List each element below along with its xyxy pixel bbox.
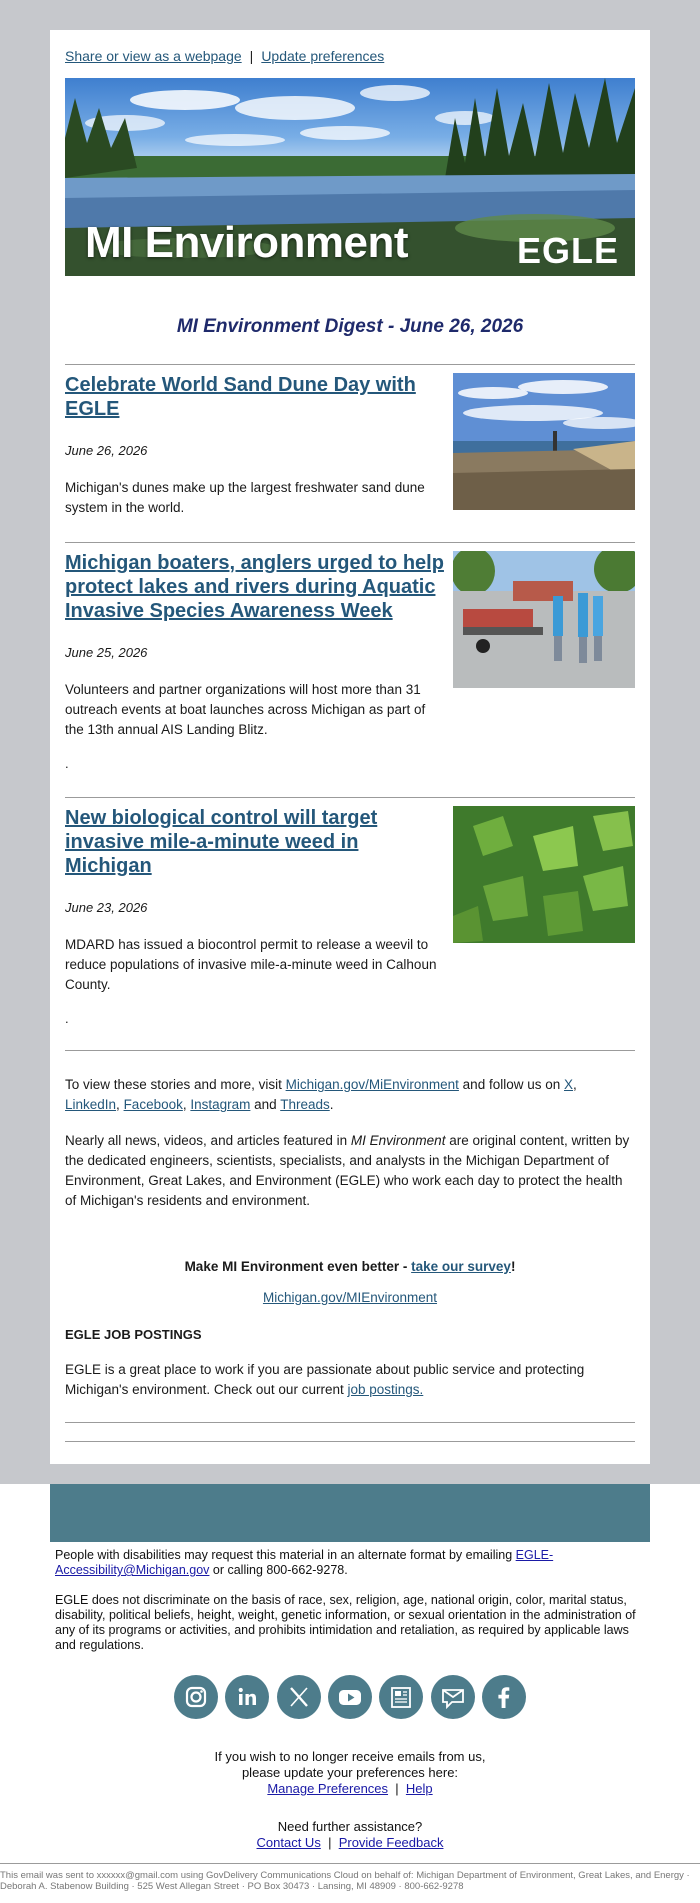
- follow-comma: ,: [116, 1097, 124, 1112]
- mienvironment-link[interactable]: Michigan.gov/MiEnvironment: [285, 1077, 459, 1092]
- story-text: [65, 806, 445, 1026]
- accessibility-email-link[interactable]: EGLE-Accessibility@Michigan.gov: [55, 1548, 554, 1577]
- mienvironment-site-link[interactable]: Michigan.gov/MIEnvironment: [262, 1290, 438, 1305]
- footer: [55, 1542, 645, 1851]
- jobs-paragraph: [65, 1360, 635, 1400]
- update-preferences-link[interactable]: Update preferences: [261, 48, 385, 64]
- newsletter-icon[interactable]: [379, 1675, 423, 1719]
- story-summary: Volunteers and partner organizations will host more than 31 outreach events at boat launches across Michigan as part of the 13th annual AIS Landing Blitz.: [65, 682, 426, 737]
- follow-end: .: [329, 1097, 334, 1112]
- about-publication-name: MI Environment: [350, 1133, 446, 1148]
- assistance-block: [55, 1819, 645, 1851]
- story-image-weed[interactable]: [453, 806, 635, 943]
- follow-and: and: [250, 1097, 281, 1112]
- survey-link[interactable]: take our survey: [411, 1259, 511, 1274]
- instagram-icon[interactable]: [174, 1675, 218, 1719]
- jobs-heading: EGLE JOB POSTINGS: [65, 1327, 202, 1342]
- accessibility-notice: [55, 1548, 645, 1578]
- story-title: [65, 806, 445, 878]
- follow-comma: ,: [573, 1077, 577, 1092]
- divider: [65, 1422, 635, 1423]
- follow-prefix: To view these stories and more, visit: [65, 1077, 286, 1092]
- threads-link[interactable]: Threads: [280, 1097, 330, 1112]
- survey-prefix: Make MI Environment even better -: [184, 1259, 412, 1274]
- assistance-links: [55, 1835, 645, 1851]
- contact-us-link[interactable]: Contact Us: [256, 1835, 321, 1850]
- facebook-icon[interactable]: [482, 1675, 526, 1719]
- double-divider: [65, 1422, 635, 1442]
- story-summary: Michigan's dunes make up the largest freshwater sand dune system in the world.: [65, 480, 425, 515]
- story-item: [65, 798, 635, 1050]
- about-prefix: Nearly all news, videos, and articles featured in: [65, 1133, 351, 1148]
- nondiscrimination-notice: EGLE does not discriminate on the basis of race, sex, religion, age, national origin, color, marital status, disability, political beliefs, height, weight, genetic information, or sexual orientation in the administration of any of its programs or activities, and prohibits intimidation and retaliation, as required by applicable laws and regulations.: [55, 1593, 636, 1652]
- email-card: [50, 30, 650, 1464]
- story-text: [65, 551, 445, 771]
- assistance-text: Need further assistance?: [277, 1819, 423, 1834]
- instagram-link[interactable]: Instagram: [190, 1097, 251, 1112]
- story-text: [65, 373, 445, 518]
- digest-title: MI Environment Digest - June 26, 2026: [176, 316, 524, 337]
- manage-preferences-link[interactable]: Manage Preferences: [267, 1781, 389, 1796]
- jobs-text: EGLE is a great place to work if you are passionate about public service and protecting Michigan's environment. Check out our current: [65, 1362, 585, 1397]
- share-webpage-link[interactable]: Share or view as a webpage: [65, 48, 242, 64]
- accessibility-prefix: People with disabilities may request this material in an alternate format by emailing: [55, 1548, 516, 1562]
- hero-title: MI Environment: [85, 218, 409, 267]
- x-icon[interactable]: [277, 1675, 321, 1719]
- story-title: [65, 373, 445, 421]
- delivery-fineprint: This email was sent to xxxxxx@gmail.com using GovDelivery Communications Cloud on behalf of: Michigan Department of Environment, Great Lakes, and Energy · Deborah A. Stabenow Building · 525 West Allegan Street · PO Box 30473 · Lansing, MI 48909 · 800-662-9278: [0, 1863, 700, 1892]
- story-item: [65, 543, 635, 797]
- top-links-separator: |: [249, 48, 254, 64]
- follow-paragraph: [65, 1075, 635, 1115]
- email-icon[interactable]: [431, 1675, 475, 1719]
- accessibility-suffix: or calling 800-662-9278.: [209, 1563, 348, 1577]
- story-title-link[interactable]: Celebrate World Sand Dune Day with EGLE: [65, 374, 416, 420]
- about-rest: are original content, written by the dedicated engineers, scientists, specialists, and analysts in the Michigan Department of Environment, Great Lakes, and Environment (EGLE) who work each day to protect the health of Michigan's residents and environment.: [65, 1133, 630, 1208]
- site-link-line: [65, 1290, 635, 1305]
- egle-logo: EGLE: [516, 230, 619, 271]
- job-postings-link[interactable]: job postings.: [347, 1382, 424, 1397]
- story-date: June 23, 2026: [65, 900, 148, 915]
- survey-end: !: [510, 1259, 516, 1274]
- youtube-icon[interactable]: [328, 1675, 372, 1719]
- story-title-link[interactable]: New biological control will target invasive mile-a-minute weed in Michigan: [65, 807, 378, 877]
- social-icons: [55, 1675, 645, 1719]
- story-title: [65, 551, 445, 623]
- story-trailer: .: [65, 1011, 69, 1026]
- facebook-link[interactable]: Facebook: [123, 1097, 183, 1112]
- survey-line: [65, 1259, 635, 1274]
- unsubscribe-block: [55, 1749, 645, 1797]
- story-summary: MDARD has issued a biocontrol permit to release a weevil to reduce populations of invasive mile-a-minute weed in Calhoun County.: [65, 937, 437, 992]
- help-link[interactable]: Help: [405, 1781, 433, 1796]
- about-paragraph: [65, 1131, 635, 1211]
- story-date: June 25, 2026: [65, 645, 148, 660]
- unsubscribe-line-2: please update your preferences here:: [241, 1765, 459, 1780]
- unsubscribe-line-1: If you wish to no longer receive emails from us,: [214, 1749, 486, 1764]
- top-links: [65, 48, 635, 64]
- story-date: June 26, 2026: [65, 443, 148, 458]
- follow-comma: ,: [182, 1097, 191, 1112]
- linkedin-link[interactable]: LinkedIn: [65, 1097, 117, 1112]
- divider: [65, 1050, 635, 1051]
- hero-banner: [65, 78, 635, 276]
- story-item: [65, 365, 635, 542]
- story-title-link[interactable]: Michigan boaters, anglers urged to help protect lakes and rivers during Aquatic Invasive Species Awareness Week: [65, 552, 444, 622]
- follow-mid: and follow us on: [458, 1077, 564, 1092]
- footer-banner: [50, 1484, 650, 1542]
- pipe-separator: |: [328, 1835, 332, 1850]
- provide-feedback-link[interactable]: Provide Feedback: [338, 1835, 444, 1850]
- preferences-links: [55, 1781, 645, 1797]
- story-image-sand-dune[interactable]: [453, 373, 635, 510]
- pipe-separator: |: [395, 1781, 399, 1796]
- x-link[interactable]: X: [564, 1077, 574, 1092]
- divider: [65, 1441, 635, 1442]
- linkedin-icon[interactable]: [225, 1675, 269, 1719]
- story-image-boat-inspection[interactable]: [453, 551, 635, 688]
- story-trailer: .: [65, 756, 69, 771]
